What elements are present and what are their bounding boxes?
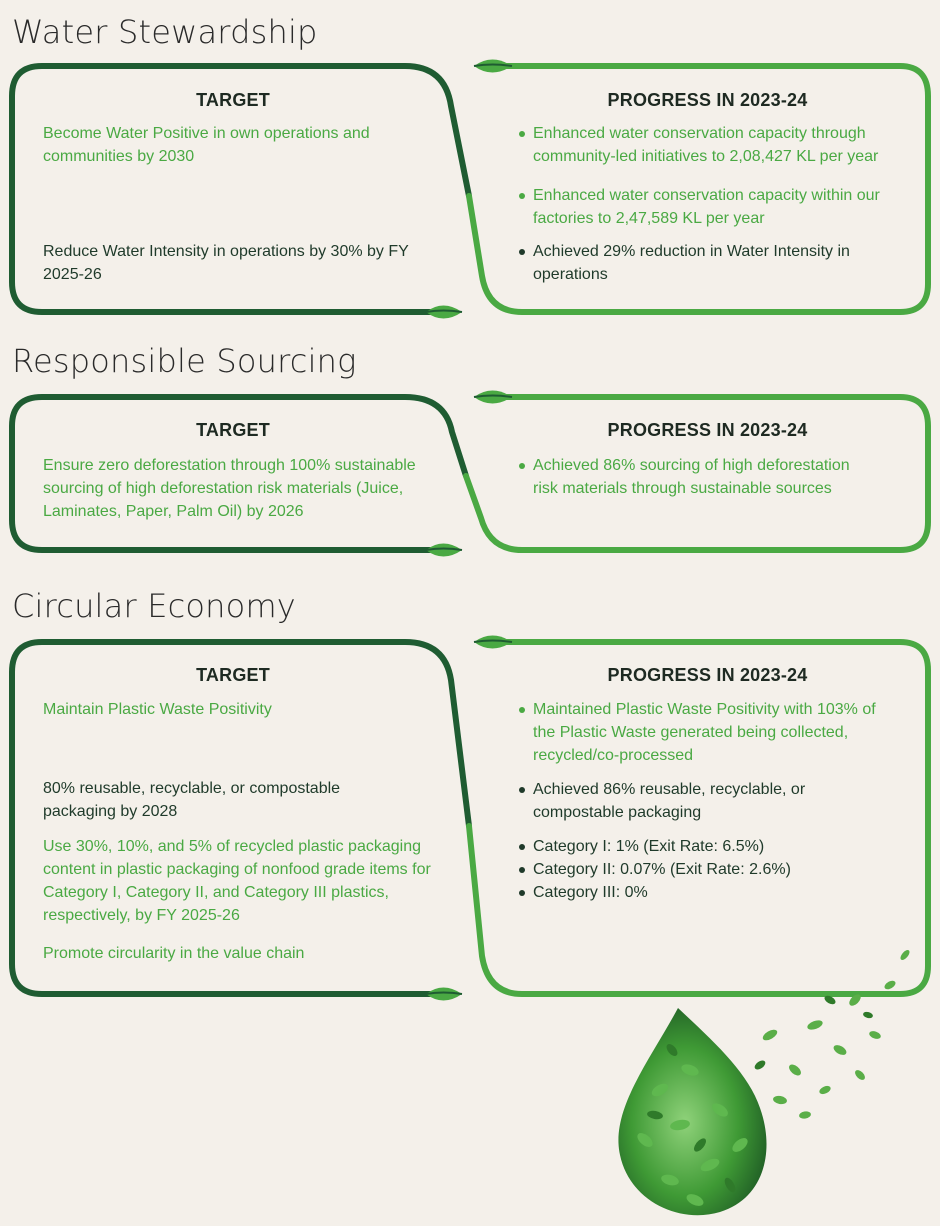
progress-item: Category II: 0.07% (Exit Rate: 2.6%) <box>518 858 888 881</box>
section-title-responsible-sourcing: Responsible Sourcing <box>12 342 357 380</box>
leaf-icon <box>426 306 462 319</box>
target-item: Ensure zero deforestation through 100% sustainable sourcing of high deforestation risk materials (Juice, Laminates, Paper, Palm Oil) by 2026 <box>43 457 416 520</box>
leaf-water-drop-illustration <box>600 940 930 1226</box>
progress-list <box>518 454 878 500</box>
progress-item: Enhanced water conservation capacity through community-led initiatives to 2,08,427 KL per year <box>518 122 908 168</box>
leaf-icon <box>474 60 512 73</box>
section-title-circular-economy: Circular Economy <box>12 587 296 625</box>
progress-item: Achieved 86% reusable, recyclable, or compostable packaging <box>518 778 888 824</box>
progress-item: Category III: 0% <box>518 881 888 904</box>
target-heading: TARGET <box>196 665 270 685</box>
target-item: Become Water Positive in own operations and communities by 2030 <box>43 125 370 165</box>
target-item: Reduce Water Intensity in operations by 30% by FY 2025-26 <box>43 243 409 283</box>
progress-heading: PROGRESS IN 2023-24 <box>607 90 808 110</box>
target-heading: TARGET <box>196 90 270 110</box>
leaf-icon <box>474 636 512 649</box>
progress-item: Achieved 86% sourcing of high deforestation risk materials through sustainable sources <box>518 454 878 500</box>
progress-item: Achieved 29% reduction in Water Intensity in operations <box>518 240 908 286</box>
target-item: Promote circularity in the value chain <box>43 945 305 962</box>
progress-list <box>518 122 908 286</box>
progress-item: Maintained Plastic Waste Positivity with 103% of the Plastic Waste generated being collected, recycled/co-processed <box>518 698 888 767</box>
leaf-icon <box>426 544 462 557</box>
target-item: 80% reusable, recyclable, or compostable packaging by 2028 <box>43 780 341 820</box>
target-heading: TARGET <box>196 420 270 440</box>
progress-item: Enhanced water conservation capacity within our factories to 2,47,589 KL per year <box>518 184 908 230</box>
progress-heading: PROGRESS IN 2023-24 <box>607 665 808 685</box>
leaf-icon <box>474 391 512 404</box>
progress-heading: PROGRESS IN 2023-24 <box>607 420 808 440</box>
progress-list <box>518 698 888 904</box>
section-title-water-stewardship: Water Stewardship <box>12 13 318 51</box>
progress-item: Category I: 1% (Exit Rate: 6.5%) <box>518 835 888 858</box>
leaf-icon <box>426 988 462 1001</box>
target-item: Maintain Plastic Waste Positivity <box>43 701 272 718</box>
target-item: Use 30%, 10%, and 5% of recycled plastic packaging content in plastic packaging of nonfood grade items for Category I, Category II, and Category III plastics, respectively, by FY 2025-26 <box>43 838 431 924</box>
